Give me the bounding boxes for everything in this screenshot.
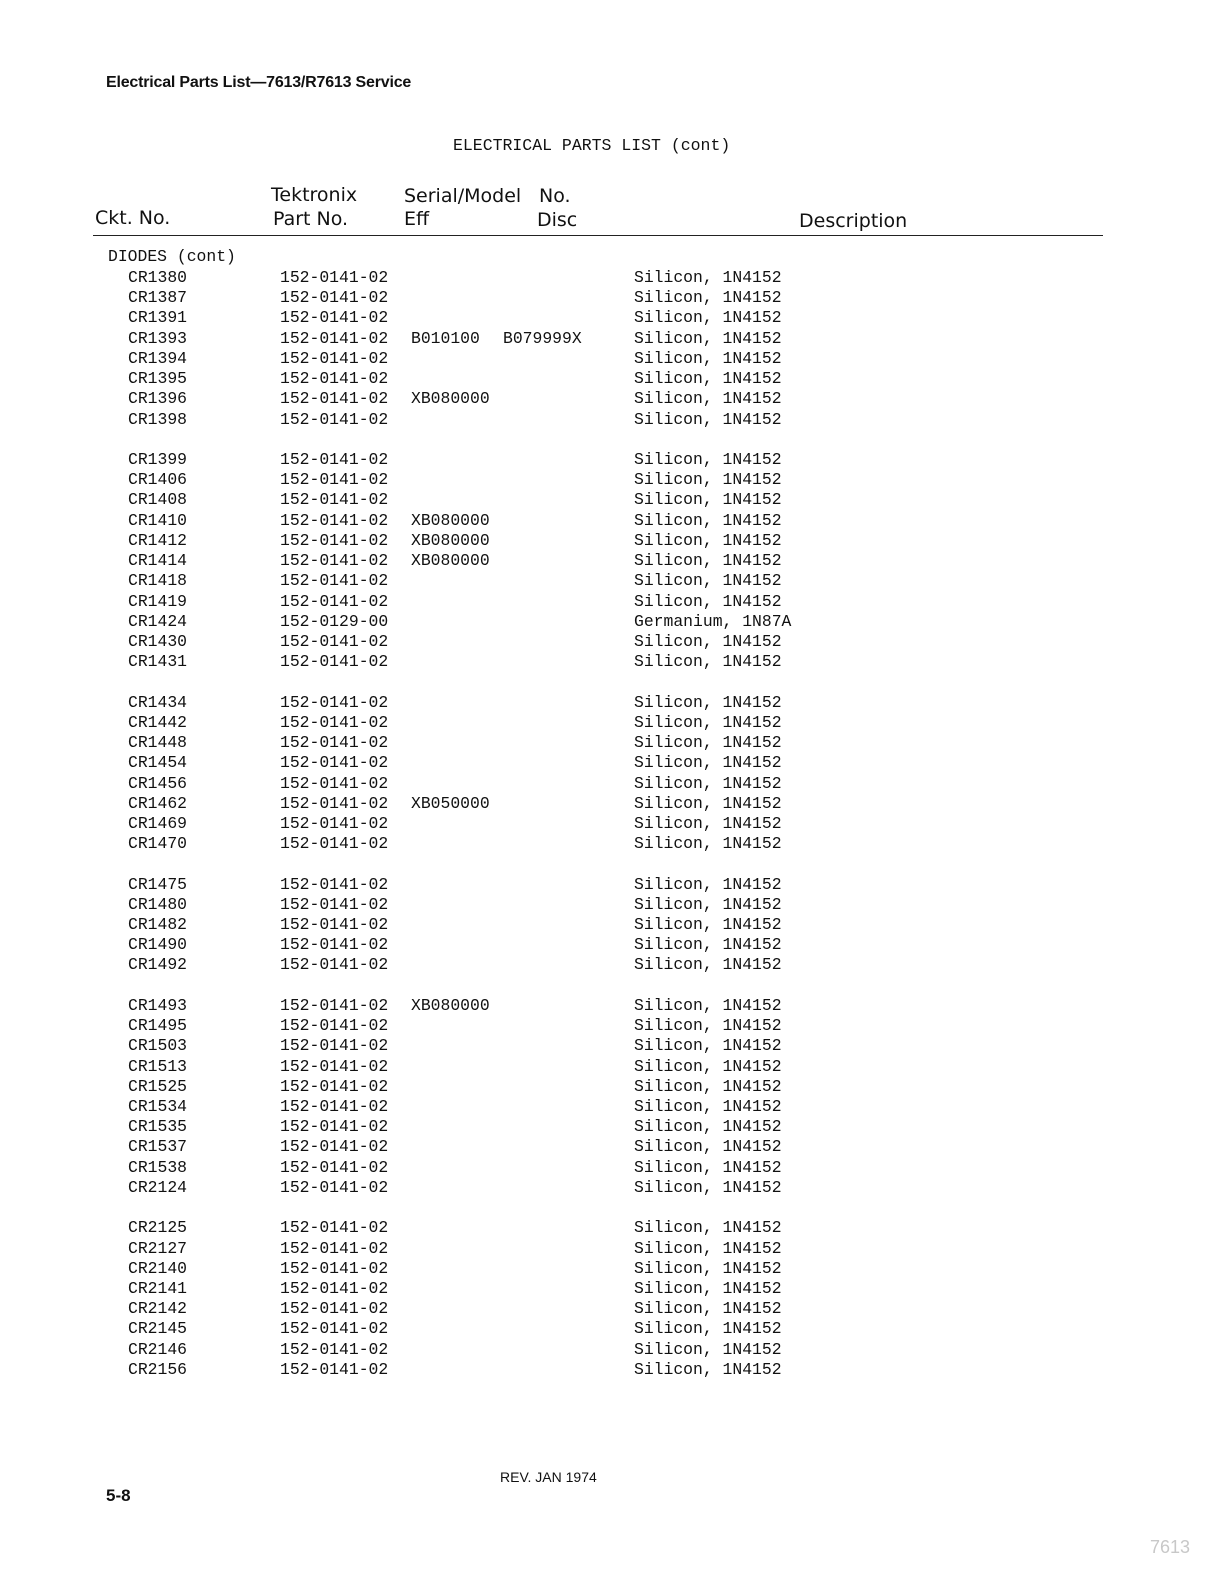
description-cell: Silicon, 1N4152 [634, 551, 782, 570]
part-no-cell: 152-0141-02 [280, 551, 389, 570]
description-cell: Silicon, 1N4152 [634, 875, 782, 894]
ckt-no-cell: CR1535 [128, 1117, 188, 1136]
watermark: 7613 [1150, 1537, 1191, 1557]
description-cell: Silicon, 1N4152 [634, 733, 782, 752]
part-no-cell: 152-0141-02 [280, 450, 389, 469]
ckt-no-cell: CR1410 [128, 511, 188, 530]
ckt-no-cell: CR1380 [128, 268, 188, 287]
description-cell: Silicon, 1N4152 [634, 410, 782, 429]
description-cell: Germanium, 1N87A [634, 612, 792, 631]
part-no-cell: 152-0141-02 [280, 1097, 389, 1116]
description-cell: Silicon, 1N4152 [634, 814, 782, 833]
description-cell: Silicon, 1N4152 [634, 652, 782, 671]
part-no-cell: 152-0141-02 [280, 490, 389, 509]
ckt-no-cell: CR1513 [128, 1057, 188, 1076]
list-title: ELECTRICAL PARTS LIST (cont) [453, 136, 731, 155]
part-no-cell: 152-0141-02 [280, 329, 389, 348]
ckt-no-cell: CR1408 [128, 490, 188, 509]
ckt-no-cell: CR1442 [128, 713, 188, 732]
ckt-no-cell: CR1470 [128, 834, 188, 853]
description-cell: Silicon, 1N4152 [634, 288, 782, 307]
ckt-no-cell: CR2145 [128, 1319, 188, 1338]
col-header-tektronix: Tektronix [271, 184, 358, 206]
part-no-cell: 152-0141-02 [280, 794, 389, 813]
description-cell: Silicon, 1N4152 [634, 308, 782, 327]
description-cell: Silicon, 1N4152 [634, 713, 782, 732]
description-cell: Silicon, 1N4152 [634, 571, 782, 590]
description-cell: Silicon, 1N4152 [634, 955, 782, 974]
part-no-cell: 152-0141-02 [280, 349, 389, 368]
part-no-cell: 152-0141-02 [280, 1137, 389, 1156]
ckt-no-cell: CR2127 [128, 1239, 188, 1258]
part-no-cell: 152-0141-02 [280, 1360, 389, 1379]
ckt-no-cell: CR1480 [128, 895, 188, 914]
ckt-no-cell: CR1475 [128, 875, 188, 894]
part-no-cell: 152-0141-02 [280, 814, 389, 833]
serial-eff-cell: XB080000 [411, 996, 490, 1015]
description-cell: Silicon, 1N4152 [634, 693, 782, 712]
description-cell: Silicon, 1N4152 [634, 632, 782, 651]
part-no-cell: 152-0141-02 [280, 1117, 389, 1136]
description-cell: Silicon, 1N4152 [634, 329, 782, 348]
ckt-no-cell: CR1418 [128, 571, 188, 590]
ckt-no-cell: CR1424 [128, 612, 188, 631]
serial-eff-cell: XB050000 [411, 794, 490, 813]
description-cell: Silicon, 1N4152 [634, 1319, 782, 1338]
ckt-no-cell: CR1537 [128, 1137, 188, 1156]
part-no-cell: 152-0129-00 [280, 612, 389, 631]
part-no-cell: 152-0141-02 [280, 935, 389, 954]
page-number: 5-8 [106, 1486, 131, 1505]
part-no-cell: 152-0141-02 [280, 1016, 389, 1035]
part-no-cell: 152-0141-02 [280, 592, 389, 611]
description-cell: Silicon, 1N4152 [634, 1077, 782, 1096]
part-no-cell: 152-0141-02 [280, 308, 389, 327]
description-cell: Silicon, 1N4152 [634, 531, 782, 550]
col-header-part-no: Part No. [273, 208, 349, 230]
part-no-cell: 152-0141-02 [280, 288, 389, 307]
part-no-cell: 152-0141-02 [280, 1218, 389, 1237]
description-cell: Silicon, 1N4152 [634, 1279, 782, 1298]
part-no-cell: 152-0141-02 [280, 1340, 389, 1359]
col-header-disc: Disc [537, 209, 578, 231]
description-cell: Silicon, 1N4152 [634, 1259, 782, 1278]
ckt-no-cell: CR1493 [128, 996, 188, 1015]
part-no-cell: 152-0141-02 [280, 268, 389, 287]
description-cell: Silicon, 1N4152 [634, 1097, 782, 1116]
ckt-no-cell: CR1412 [128, 531, 188, 550]
ckt-no-cell: CR2156 [128, 1360, 188, 1379]
ckt-no-cell: CR1419 [128, 592, 188, 611]
description-cell: Silicon, 1N4152 [634, 834, 782, 853]
col-header-no: No. [539, 185, 571, 207]
description-cell: Silicon, 1N4152 [634, 996, 782, 1015]
description-cell: Silicon, 1N4152 [634, 1137, 782, 1156]
part-no-cell: 152-0141-02 [280, 470, 389, 489]
part-no-cell: 152-0141-02 [280, 1299, 389, 1318]
ckt-no-cell: CR1538 [128, 1158, 188, 1177]
part-no-cell: 152-0141-02 [280, 1239, 389, 1258]
ckt-no-cell: CR1393 [128, 329, 188, 348]
description-cell: Silicon, 1N4152 [634, 470, 782, 489]
description-cell: Silicon, 1N4152 [634, 349, 782, 368]
description-cell: Silicon, 1N4152 [634, 895, 782, 914]
part-no-cell: 152-0141-02 [280, 753, 389, 772]
part-no-cell: 152-0141-02 [280, 955, 389, 974]
ckt-no-cell: CR2140 [128, 1259, 188, 1278]
ckt-no-cell: CR1525 [128, 1077, 188, 1096]
part-no-cell: 152-0141-02 [280, 915, 389, 934]
col-header-eff: Eff [404, 208, 430, 230]
description-cell: Silicon, 1N4152 [634, 389, 782, 408]
col-header-description: Description [799, 210, 908, 232]
description-cell: Silicon, 1N4152 [634, 915, 782, 934]
description-cell: Silicon, 1N4152 [634, 450, 782, 469]
serial-eff-cell: XB080000 [411, 551, 490, 570]
description-cell: Silicon, 1N4152 [634, 490, 782, 509]
description-cell: Silicon, 1N4152 [634, 1036, 782, 1055]
description-cell: Silicon, 1N4152 [634, 369, 782, 388]
ckt-no-cell: CR1391 [128, 308, 188, 327]
ckt-no-cell: CR1454 [128, 753, 188, 772]
ckt-no-cell: CR1399 [128, 450, 188, 469]
part-no-cell: 152-0141-02 [280, 1178, 389, 1197]
part-no-cell: 152-0141-02 [280, 410, 389, 429]
description-cell: Silicon, 1N4152 [634, 1158, 782, 1177]
part-no-cell: 152-0141-02 [280, 996, 389, 1015]
running-head: Electrical Parts List—7613/R7613 Service [106, 74, 412, 91]
description-cell: Silicon, 1N4152 [634, 1178, 782, 1197]
ckt-no-cell: CR2124 [128, 1178, 188, 1197]
description-cell: Silicon, 1N4152 [634, 268, 782, 287]
part-no-cell: 152-0141-02 [280, 733, 389, 752]
description-cell: Silicon, 1N4152 [634, 1057, 782, 1076]
description-cell: Silicon, 1N4152 [634, 1360, 782, 1379]
ckt-no-cell: CR1469 [128, 814, 188, 833]
ckt-no-cell: CR1448 [128, 733, 188, 752]
part-no-cell: 152-0141-02 [280, 875, 389, 894]
description-cell: Silicon, 1N4152 [634, 511, 782, 530]
serial-eff-cell: XB080000 [411, 511, 490, 530]
group-label: DIODES (cont) [108, 247, 236, 266]
description-cell: Silicon, 1N4152 [634, 753, 782, 772]
ckt-no-cell: CR1534 [128, 1097, 188, 1116]
ckt-no-cell: CR1395 [128, 369, 188, 388]
description-cell: Silicon, 1N4152 [634, 1340, 782, 1359]
serial-eff-cell: XB080000 [411, 389, 490, 408]
part-no-cell: 152-0141-02 [280, 571, 389, 590]
ckt-no-cell: CR1462 [128, 794, 188, 813]
ckt-no-cell: CR1394 [128, 349, 188, 368]
part-no-cell: 152-0141-02 [280, 1279, 389, 1298]
ckt-no-cell: CR1456 [128, 774, 188, 793]
part-no-cell: 152-0141-02 [280, 693, 389, 712]
part-no-cell: 152-0141-02 [280, 1036, 389, 1055]
ckt-no-cell: CR1490 [128, 935, 188, 954]
ckt-no-cell: CR1430 [128, 632, 188, 651]
part-no-cell: 152-0141-02 [280, 369, 389, 388]
part-no-cell: 152-0141-02 [280, 1319, 389, 1338]
description-cell: Silicon, 1N4152 [634, 935, 782, 954]
ckt-no-cell: CR1406 [128, 470, 188, 489]
part-no-cell: 152-0141-02 [280, 1057, 389, 1076]
description-cell: Silicon, 1N4152 [634, 1117, 782, 1136]
serial-eff-cell: XB080000 [411, 531, 490, 550]
part-no-cell: 152-0141-02 [280, 1158, 389, 1177]
part-no-cell: 152-0141-02 [280, 1077, 389, 1096]
part-no-cell: 152-0141-02 [280, 511, 389, 530]
col-header-ckt-no: Ckt. No. [95, 207, 171, 229]
part-no-cell: 152-0141-02 [280, 632, 389, 651]
ckt-no-cell: CR1434 [128, 693, 188, 712]
description-cell: Silicon, 1N4152 [634, 774, 782, 793]
col-header-serial-model: Serial/Model [404, 185, 522, 207]
ckt-no-cell: CR1503 [128, 1036, 188, 1055]
part-no-cell: 152-0141-02 [280, 1259, 389, 1278]
serial-eff-cell: B010100 [411, 329, 480, 348]
part-no-cell: 152-0141-02 [280, 713, 389, 732]
serial-disc-cell: B079999X [503, 329, 582, 348]
part-no-cell: 152-0141-02 [280, 531, 389, 550]
part-no-cell: 152-0141-02 [280, 774, 389, 793]
ckt-no-cell: CR1431 [128, 652, 188, 671]
description-cell: Silicon, 1N4152 [634, 1016, 782, 1035]
ckt-no-cell: CR2125 [128, 1218, 188, 1237]
description-cell: Silicon, 1N4152 [634, 1218, 782, 1237]
ckt-no-cell: CR1398 [128, 410, 188, 429]
ckt-no-cell: CR2146 [128, 1340, 188, 1359]
description-cell: Silicon, 1N4152 [634, 592, 782, 611]
ckt-no-cell: CR2142 [128, 1299, 188, 1318]
ckt-no-cell: CR1495 [128, 1016, 188, 1035]
part-no-cell: 152-0141-02 [280, 389, 389, 408]
description-cell: Silicon, 1N4152 [634, 1299, 782, 1318]
ckt-no-cell: CR1414 [128, 551, 188, 570]
ckt-no-cell: CR1387 [128, 288, 188, 307]
description-cell: Silicon, 1N4152 [634, 794, 782, 813]
ckt-no-cell: CR2141 [128, 1279, 188, 1298]
part-no-cell: 152-0141-02 [280, 895, 389, 914]
ckt-no-cell: CR1482 [128, 915, 188, 934]
ckt-no-cell: CR1396 [128, 389, 188, 408]
revision-note: REV. JAN 1974 [500, 1469, 597, 1485]
description-cell: Silicon, 1N4152 [634, 1239, 782, 1258]
part-no-cell: 152-0141-02 [280, 834, 389, 853]
part-no-cell: 152-0141-02 [280, 652, 389, 671]
ckt-no-cell: CR1492 [128, 955, 188, 974]
